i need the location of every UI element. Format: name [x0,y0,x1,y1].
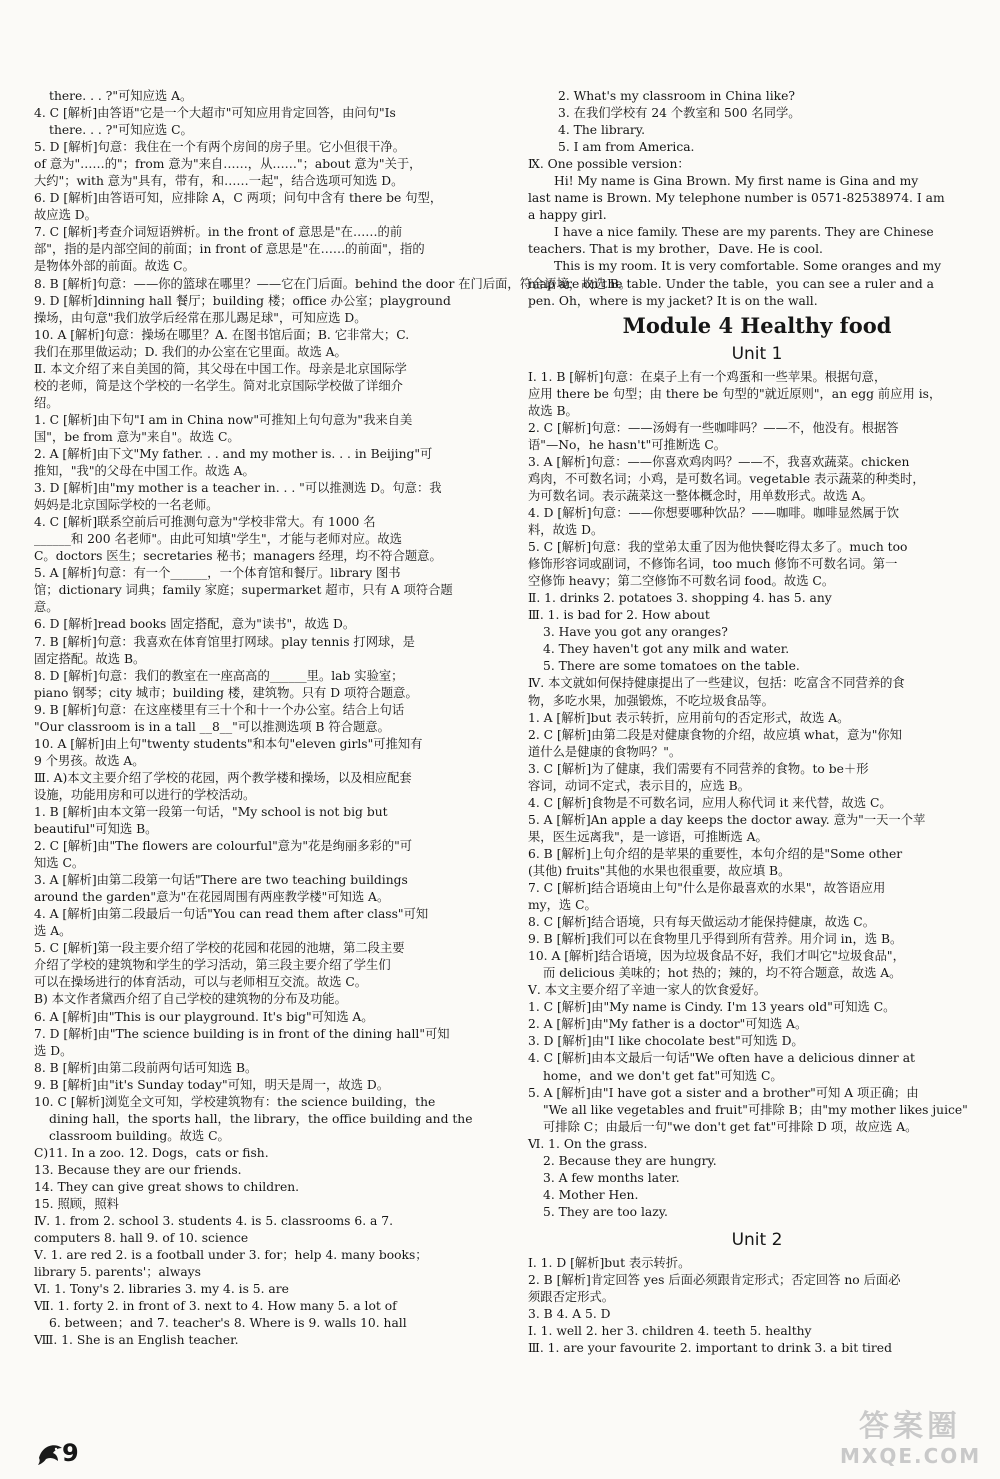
answer-line: 故选 B。 [528,403,578,418]
answer-line: 3. A [解析]句意：——你喜欢鸡肉吗？——不，我喜欢蔬菜。chicken [528,454,910,469]
answer-line: 5. A [解析]由"I have got a sister and a brother"可知 A 项正确；由 [528,1085,919,1100]
answer-line: 9. B [解析]由"it's Sunday today"可知，明天是周一，故选 D。 [34,1077,390,1092]
answer-line: 3. B 4. A 5. D [528,1307,611,1322]
answer-line: 1. A [解析]but 表示转折，应用前句的否定形式，故选 A。 [528,710,850,725]
answer-line: 2. A [解析]由"My father is a doctor"可知选 A。 [528,1017,808,1032]
answer-line: 操场，由句意"我们放学后经常在那儿踢足球"，可知应选 D。 [34,310,367,325]
answer-line: 7. C [解析]结合语境由上句"什么是你最喜欢的水果"，故答语应用 [528,881,886,896]
answer-line: 知选 C。 [34,856,85,871]
answer-line: classroom building。故选 C。 [49,1128,230,1143]
answer-line: 1. C [解析]由下句"I am in China now"可推知上句句意为"我来自美 [34,412,413,427]
answer-line: 10. C [解析]浏览全文可知，学校建筑物有：the science building，the [34,1094,436,1109]
answer-line: teachers. That is my brother，Dave. He is cool. [528,242,823,257]
answer-line: 3. A [解析]由第二段第一句话"There are two teaching buildings [34,873,408,888]
writing-sample-section [528,88,986,310]
answer-line: 8. D [解析]句意：我们的教室在一座高高的______里。lab 实验室； [34,668,404,683]
answer-line: 设施，功能用房和可以进行的学校活动。 [34,787,256,802]
answer-line: 固定搭配。故选 B。 [34,651,146,666]
answer-line: home，and we don't get fat"可知选 C。 [543,1068,783,1083]
answer-line: 料，故选 D。 [528,523,604,538]
answer-line: C。doctors 医生；secretaries 秘书；managers 经理，均不符合题意。 [34,549,442,564]
answer-line: Ⅴ. 本文主要介绍了辛迪一家人的饮食爱好。 [528,983,767,998]
answer-line: 7. C [解析]考查介词短语辨析。in the front of 意思是"在……的前 [34,225,403,240]
answer-line: Ⅵ. 1. Tony's 2. libraries 3. my 4. is 5. are [34,1282,289,1297]
answer-line: 4. D [解析]句意：——你想要哪种饮品？——咖啡。咖啡显然属于饮 [528,505,900,520]
answer-line: 部"，指的是内部空间的前面；in front of 意思是"在……的前面"，指的 [34,242,425,257]
answer-line: B) 本文作者黛西介绍了自己学校的建筑物的分布及功能。 [34,992,347,1007]
answer-line: Ⅰ. 1. well 2. her 3. children 4. teeth 5. healthy [528,1324,812,1339]
answer-line: 4. They haven't got any milk and water. [543,642,790,657]
answer-line: 9 个男孩。故选 A。 [34,753,145,768]
answer-line: 10. A [解析]由上句"twenty students"和本句"eleven girls"可推知有 [34,736,423,751]
answer-line: 语"—No，he hasn't"可推断选 C。 [528,437,727,452]
answer-line: 5. I am from America. [558,140,695,155]
answer-line: beautiful"可知选 B。 [34,822,158,837]
answer-line: 1. C [解析]由"My name is Cindy. I'm 13 years old"可知选 C。 [528,1000,896,1015]
answer-line: 2. B [解析]肯定回答 yes 后面必须跟肯定形式；否定回答 no 后面必 [528,1273,901,1287]
answer-line: Ⅵ. 1. On the grass. [528,1136,648,1151]
answer-line: Ⅴ. 1. are red 2. is a football under 3. for；help 4. many books； [34,1248,428,1263]
answer-line: 可以在操场进行的体育活动，可以与老师相互交流。故选 C。 [34,975,368,990]
answer-line: 3. Have you got any oranges? [543,625,728,640]
answer-line: 介绍了学校的建筑物和学生的学习活动，第三段主要介绍了学生们 [34,958,391,973]
answer-line: 3. D [解析]由"I like chocolate best"可知选 D。 [528,1034,804,1049]
answer-line: 妈妈是北京国际学校的一名老师。 [34,498,219,513]
answer-line: 空修饰 heavy；第二空修饰不可数名词 food。故选 C。 [528,574,835,589]
unit-2-title: Unit 2 [731,1229,783,1250]
answer-line: 2. C [解析]由第二段是对健康食物的介绍，故应填 what，意为"你知 [528,727,902,742]
answer-line: there. . . ?"可知应选 C。 [49,123,193,138]
answer-line: 3. A few months later. [543,1170,680,1185]
answer-line: 8. C [解析]结合语境，只有每天做运动才能保持健康，故选 C。 [528,915,875,930]
answer-line: Ⅳ. 1. from 2. school 3. students 4. is 5. classrooms 6. a 7. [34,1214,393,1229]
answer-line: 4. C [解析]食物是不可数名词，应用人称代词 it 来代替，故选 C。 [528,795,892,810]
answer-line: 6. B [解析]上句介绍的是苹果的重要性，本句介绍的是"Some other [528,846,903,861]
answer-line: 13. Because they are our friends. [34,1162,242,1177]
answer-line: (其他) fruits"其他的水果也很重要，故应填 B。 [528,863,791,878]
answer-line: 鸡肉，不可数名词；小鸡，是可数名词。vegetable 表示蔬菜的种类时， [528,471,925,486]
answer-line: "We all like vegetables and fruit"可排除 B；由"my mother likes juice" [543,1102,968,1117]
answer-line: 4. C [解析]由本文最后一句话"We often have a delicious dinner at [528,1051,915,1066]
answer-line: 8. B [解析]由第二段前两句话可知选 B。 [34,1060,258,1075]
answer-line: 为可数名词。表示蔬菜这一整体概念时，用单数形式。故选 A。 [528,488,873,503]
answer-line: Ⅷ. 1. She is an English teacher. [34,1333,239,1348]
answer-line: 故应选 D。 [34,208,97,223]
answer-line: 9. B [解析]我们可以在食物里几乎得到所有营养。用介词 in，选 B。 [528,932,903,947]
answer-line: 10. A [解析]结合语境，因为垃圾食品不好，我们才叫它"垃圾食品"， [528,949,905,964]
answer-line: 2. C [解析]由"The flowers are colourful"意为"花是绚丽多彩的"可 [34,839,413,854]
answer-line: 2. Because they are hungry. [543,1153,717,1168]
answer-line: 6. D [解析]read books 固定搭配，意为"读书"，故选 D。 [34,617,356,632]
answer-line: 4. The library. [558,123,645,138]
answer-line: This is my room. It is very comfortable. Some oranges and my [554,259,942,274]
page-number: 9 [62,1439,79,1467]
answer-line: 5. There are some tomatoes on the table. [543,659,800,674]
page-number-badge [36,1438,96,1470]
answer-line: 绍。 [34,395,59,410]
unit-1-title: Unit 1 [731,343,783,364]
answer-line: 选 A。 [34,924,72,939]
right-column [528,88,986,1357]
answer-line: around the garden"意为"在花园周围有两座教学楼"可知选 A。 [34,890,390,905]
answer-line: Ⅳ. 本文就如何保持健康提出了一些建议，包括：吃富含不同营养的食 [528,676,905,691]
watermark-url: MXQE.COM [840,1444,982,1468]
site-watermark [840,1409,980,1473]
answer-line: 1. B [解析]由本文第一段第一句话，"My school is not big but [34,804,388,819]
answer-line: 4. A [解析]由第二段最后一句话"You can read them after class"可知 [34,907,429,922]
answer-line: computers 8. hall 9. of 10. science [34,1231,249,1246]
answer-line: I have a nice family. These are my parents. They are Chinese [554,225,934,240]
answer-line: Ⅱ. 1. drinks 2. potatoes 3. shopping 4. has 5. any [528,591,832,606]
answer-line: 5. C [解析]句意：我的堂弟太重了因为他快餐吃得太多了。much too [528,540,908,555]
answer-line: Ⅲ. 1. are your favourite 2. important to drink 3. a bit tired [528,1341,892,1356]
answer-line: 物，多吃水果，加强锻炼，不吃垃圾食品等。 [528,693,774,708]
answer-line: 果，医生远离我"，是一谚语，可推断选 A。 [528,829,768,844]
answer-line: 5. A [解析]句意：有一个______，一个体育馆和餐厅。library 图书 [34,566,401,581]
answer-line: Hi! My name is Gina Brown. My first name is Gina and my [554,174,919,189]
answer-line: of 意为"……的"；from 意为"来自……，从……"；about 意为"关于， [34,157,422,172]
answer-line: 推知，"我"的父母在中国工作。故选 A。 [34,464,255,479]
answer-line: 我们在那里做运动；D. 我们的办公室在它里面。故选 A。 [34,344,347,359]
answer-line: 2. What's my classroom in China like? [558,89,795,103]
answer-line: Ⅱ. 本文介绍了来自美国的简，其父母在中国工作。母亲是北京国际学 [34,361,407,376]
answer-line: there. . . ?"可知应选 A。 [49,89,193,103]
answer-line: 9. B [解析]句意：在这座楼里有三十个和十一个办公室。结合上句话 [34,702,405,717]
answer-line: 5. D [解析]句意：我住在一个有两个房间的房子里。它小但很干净。 [34,140,406,155]
answer-line: C)11. In a zoo. 12. Dogs，cats or fish. [34,1145,269,1160]
answer-line: Ⅰ. 1. D [解析]but 表示转折。 [528,1255,691,1270]
answer-line: 2. A [解析]由下文"My father. . . and my mother is. . . in Beijing"可 [34,446,433,461]
answer-line: 4. C [解析]联系空前后可推测句意为"学校非常大。有 1000 名 [34,515,376,530]
answer-line: 14. They can give great shows to children. [34,1180,300,1194]
answer-line: 国"，be from 意为"来自"。故选 C。 [34,429,240,444]
answer-line: Ⅰ. 1. B [解析]句意：在桌子上有一个鸡蛋和一些苹果。根据句意， [528,369,887,384]
answer-line: 4. Mother Hen. [543,1187,639,1202]
answer-line: 须跟否定形式。 [528,1290,615,1305]
answer-line: 校的老师，简是这个学校的一名学生。简对北京国际学校做了详细介 [34,378,403,393]
answer-line: map are on the table. Under the table，you can see a ruler and a [528,276,934,291]
answer-line: 7. D [解析]由"The science building is in front of the dining hall"可知 [34,1026,450,1041]
answer-line: 4. C [解析]由答语"它是一个大超市"可知应用肯定回答，由问句"Is [34,106,396,121]
answer-line: 9. D [解析]dinning hall 餐厅；building 楼；office 办公室；playground [34,293,451,308]
answer-line: pen. Oh，where is my jacket? It is on the wall. [528,293,818,308]
answer-line: 修饰形容词或副词，不修饰名词，too much 修饰不可数名词。第一 [528,557,898,572]
answer-line: Ⅲ. 1. is bad for 2. How about [528,608,710,623]
answer-line: dining hall，the sports hall，the library，the office building and the [49,1111,473,1126]
answer-line: 5. A [解析]An apple a day keeps the doctor away. 意为"一天一个苹 [528,812,926,827]
answer-line: my，选 C。 [528,898,597,913]
answer-line: 6. between；and 7. teacher's 8. Where is 9. walls 10. hall [49,1316,407,1331]
unit-2-answers [528,1255,986,1357]
answer-line: 是物体外部的前面。故选 C。 [34,259,195,274]
answer-line: 3. C [解析]为了健康，我们需要有不同营养的食物。to be＋形 [528,761,869,776]
answer-line: piano 钢琴；city 城市；building 楼，建筑物。只有 D 项符合题意。 [34,685,418,700]
answer-line: 15. 照顾，照料 [34,1197,119,1212]
answer-line: 而 delicious 美味的；hot 热的；辣的，均不符合题意，故选 A。 [543,966,902,981]
answer-line: 应用 there be 句型；由 there be 句型的"就近原则"，an egg 前应用 is， [528,386,942,401]
answer-line: 5. C [解析]第一段主要介绍了学校的花园和花园的池塘，第二段主要 [34,941,405,956]
answer-line: Ⅸ. One possible version： [528,157,690,172]
answer-line: 5. They are too lazy. [543,1204,668,1219]
watermark-logo-text: 答案圈 [859,1409,961,1444]
answer-line: 10. A [解析]句意：操场在哪里？A. 在图书馆后面；B. 它非常大；C. [34,327,410,342]
answer-line: a happy girl. [528,208,607,223]
answer-line: 道什么是健康的食物吗？"。 [528,744,682,759]
module-title: Module 4 Healthy food [622,312,892,338]
answer-line: 可排除 C；由最后一句"we don't get fat"可排除 D 项，故应选 A。 [543,1119,918,1134]
answer-line: 馆；dictionary 词典；family 家庭；supermarket 超市，只有 A 项符合题 [34,583,453,598]
answer-line: ______和 200 名老师"。由此可知填"学生"，才能与老师对应。故选 [34,532,402,547]
answer-line: 3. 在我们学校有 24 个教室和 500 名同学。 [558,106,801,121]
answer-line: 3. D [解析]由"my mother is a teacher in. . . "可以推测选 D。句意：我 [34,481,442,496]
answer-line: 7. B [解析]句意：我喜欢在体育馆里打网球。play tennis 打网球，是 [34,634,415,649]
answer-line: 8. B [解析]句意：——你的篮球在哪里？——它在门后面。behind the door 在门后面，符合语境，故选 B。 [34,276,632,291]
answer-line: last name is Brown. My telephone number is 0571-82538974. I am [528,191,945,206]
answer-line: 容词，动词不定式，表示目的，应选 B。 [528,778,750,793]
answer-line: library 5. parents'；always [34,1265,201,1280]
answer-line: 6. A [解析]由"This is our playground. It's big"可知选 A。 [34,1009,374,1024]
answer-line: 2. C [解析]句意：——汤姆有一些咖啡吗？——不，他没有。根据答 [528,420,899,435]
answer-line: 意。 [34,600,59,615]
answer-line: Ⅲ. A)本文主要介绍了学校的花园，两个教学楼和操场，以及相应配套 [34,770,412,785]
answer-line: 6. D [解析]由答语可知，应排除 A，C 两项；问句中含有 there be 句型， [34,191,443,206]
answer-line: 大约"；with 意为"具有，带有，和……一起"，结合选项可知选 D。 [34,174,404,189]
answer-line: Ⅶ. 1. forty 2. in front of 3. next to 4. How many 5. a lot of [34,1299,397,1314]
unit-1-answers [528,369,986,1221]
answer-line: 选 D。 [34,1043,73,1058]
answer-line: "Our classroom is in a tall __8__"可以推测选项 B 符合题意。 [34,719,390,734]
